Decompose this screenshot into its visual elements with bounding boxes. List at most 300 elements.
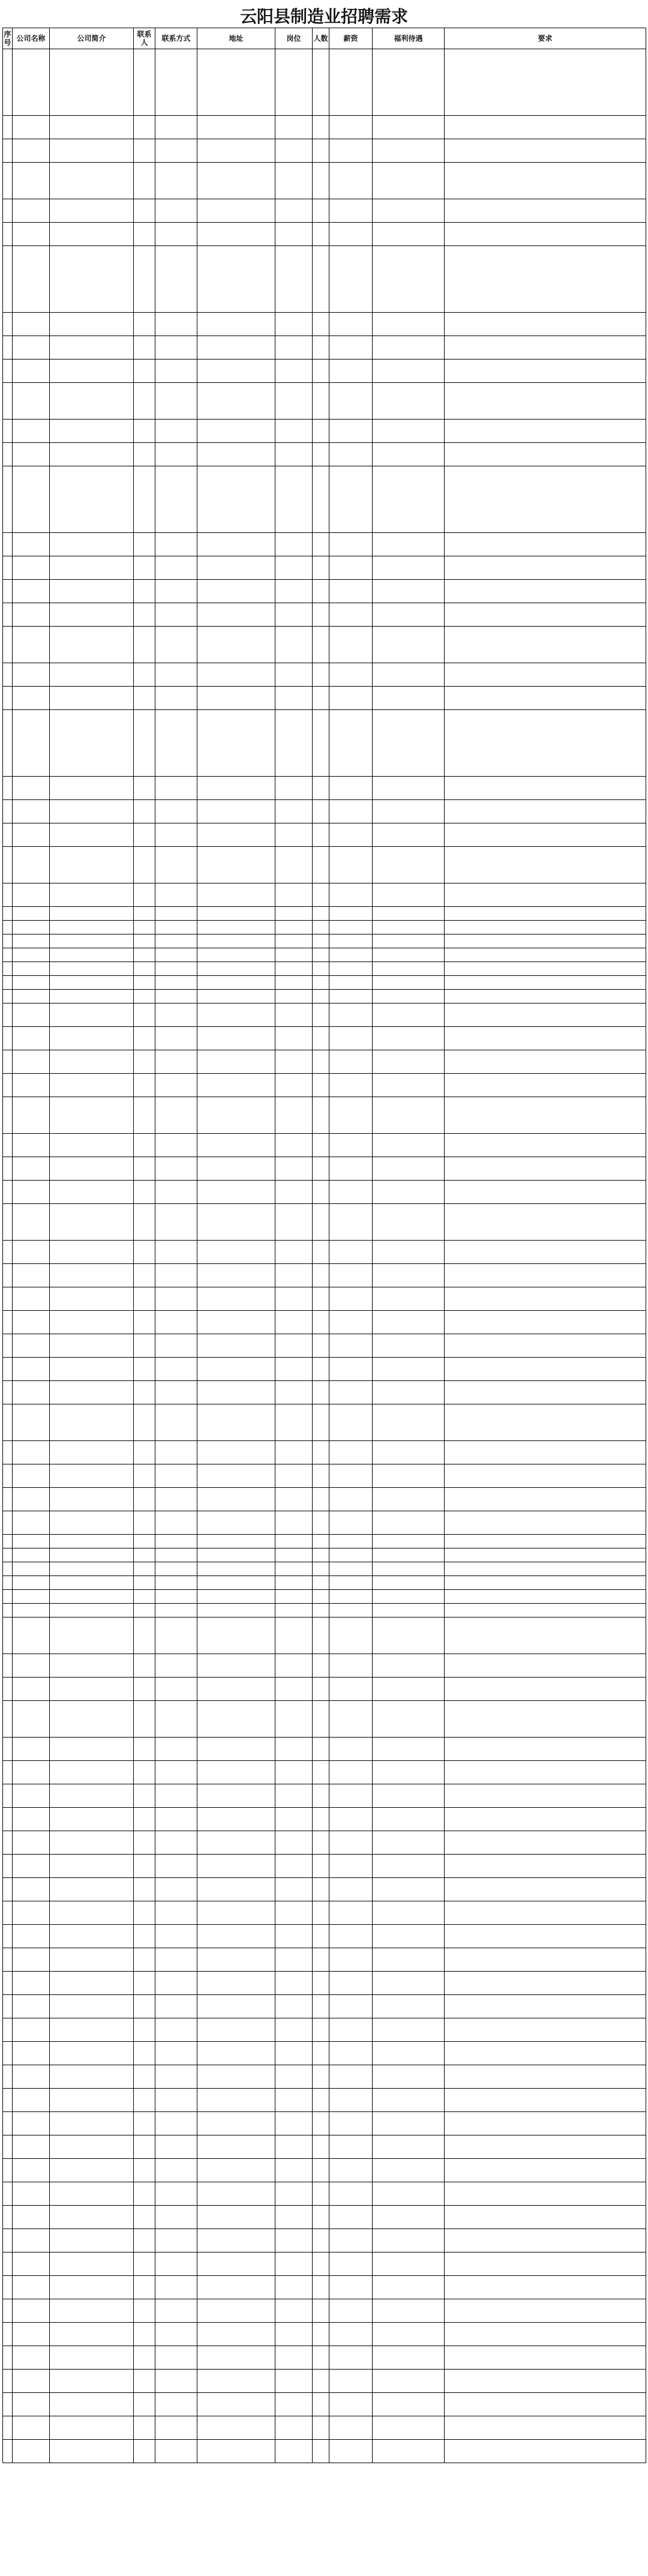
table-cell <box>3 627 13 663</box>
table-cell <box>445 2018 646 2042</box>
table-cell <box>134 1808 155 1831</box>
table-cell <box>3 420 13 443</box>
table-cell <box>50 2135 134 2159</box>
table-cell <box>313 1678 329 1701</box>
table-cell <box>275 1134 313 1157</box>
table-cell <box>313 1901 329 1925</box>
table-cell <box>50 1381 134 1404</box>
table-cell <box>313 1381 329 1404</box>
table-cell <box>275 934 313 948</box>
table-cell <box>313 1334 329 1358</box>
table-cell <box>50 1097 134 1134</box>
table-cell <box>197 466 275 533</box>
table-cell <box>155 1678 197 1701</box>
table-cell <box>445 1604 646 1618</box>
table-cell <box>50 1535 134 1548</box>
table-cell <box>197 2276 275 2299</box>
table-cell <box>13 1576 50 1590</box>
table-row <box>3 1097 646 1134</box>
table-cell <box>50 1134 134 1157</box>
table-cell <box>275 139 313 163</box>
table-cell <box>445 360 646 383</box>
table-cell <box>313 1287 329 1311</box>
table-cell <box>329 223 373 246</box>
table-cell <box>155 116 197 139</box>
table-cell <box>329 1678 373 1701</box>
table-cell <box>197 2252 275 2276</box>
header-cell: 公司简介 <box>50 28 134 49</box>
table-cell <box>313 1311 329 1334</box>
table-cell <box>445 883 646 907</box>
table-row <box>3 1948 646 1972</box>
table-cell <box>445 2416 646 2440</box>
table-row <box>3 663 646 687</box>
table-cell <box>275 1074 313 1097</box>
table-cell <box>155 2042 197 2065</box>
table-row <box>3 533 646 556</box>
table-row <box>3 1784 646 1808</box>
table-cell <box>3 1576 13 1590</box>
table-cell <box>313 1831 329 1855</box>
table-row <box>3 163 646 199</box>
table-cell <box>155 1808 197 1831</box>
table-cell <box>313 962 329 976</box>
table-cell <box>329 2440 373 2463</box>
table-row <box>3 1654 646 1678</box>
table-cell <box>197 1097 275 1134</box>
table-cell <box>373 1134 445 1157</box>
table-cell <box>313 1535 329 1548</box>
table-cell <box>134 1831 155 1855</box>
table-cell <box>197 2065 275 2089</box>
table-row <box>3 1678 646 1701</box>
table-cell <box>50 1004 134 1027</box>
table-cell <box>313 1590 329 1604</box>
table-cell <box>13 976 50 990</box>
table-cell <box>313 420 329 443</box>
table-cell <box>3 2065 13 2089</box>
table-cell <box>329 2346 373 2370</box>
table-cell <box>275 2323 313 2346</box>
table-cell <box>13 934 50 948</box>
table-cell <box>13 1157 50 1181</box>
table-cell <box>3 1855 13 1878</box>
table-cell <box>373 847 445 883</box>
table-cell <box>13 2042 50 2065</box>
table-cell <box>313 1134 329 1157</box>
table-cell <box>329 1488 373 1511</box>
table-cell <box>50 1590 134 1604</box>
table-cell <box>329 2229 373 2252</box>
table-cell <box>197 1701 275 1738</box>
table-cell <box>313 847 329 883</box>
table-cell <box>329 663 373 687</box>
table-cell <box>445 1995 646 2018</box>
table-cell <box>329 1287 373 1311</box>
table-cell <box>313 2346 329 2370</box>
table-cell <box>3 2416 13 2440</box>
table-row <box>3 800 646 823</box>
table-cell <box>313 2440 329 2463</box>
table-cell <box>134 1287 155 1311</box>
table-cell <box>373 556 445 580</box>
table-cell <box>155 1784 197 1808</box>
table-cell <box>275 580 313 603</box>
table-cell <box>50 1948 134 1972</box>
table-cell <box>3 2370 13 2393</box>
table-cell <box>3 603 13 627</box>
table-cell <box>275 1027 313 1050</box>
table-cell <box>329 2276 373 2299</box>
table-cell <box>275 1511 313 1535</box>
table-cell <box>134 2042 155 2065</box>
table-cell <box>373 2042 445 2065</box>
table-cell <box>13 2112 50 2135</box>
table-cell <box>13 2206 50 2229</box>
table-cell <box>155 1050 197 1074</box>
table-cell <box>329 2370 373 2393</box>
table-cell <box>50 1738 134 1761</box>
table-cell <box>197 1831 275 1855</box>
table-cell <box>197 1604 275 1618</box>
table-cell <box>373 466 445 533</box>
table-row <box>3 1181 646 1204</box>
table-cell <box>50 49 134 116</box>
table-cell <box>13 1535 50 1548</box>
table-cell <box>134 443 155 466</box>
table-cell <box>313 2112 329 2135</box>
table-cell <box>329 948 373 962</box>
table-cell <box>134 2159 155 2182</box>
table-cell <box>373 1831 445 1855</box>
table-cell <box>373 2346 445 2370</box>
table-cell <box>445 627 646 663</box>
table-cell <box>329 1535 373 1548</box>
table-cell <box>155 580 197 603</box>
table-cell <box>50 139 134 163</box>
table-cell <box>13 2416 50 2440</box>
table-row <box>3 1204 646 1241</box>
table-cell <box>373 2370 445 2393</box>
table-cell <box>134 580 155 603</box>
table-cell <box>197 1618 275 1654</box>
table-cell <box>13 1464 50 1488</box>
table-cell <box>373 2182 445 2206</box>
table-cell <box>13 1404 50 1441</box>
table-cell <box>13 313 50 336</box>
table-cell <box>275 1562 313 1576</box>
table-cell <box>373 2206 445 2229</box>
table-cell <box>155 976 197 990</box>
table-cell <box>313 934 329 948</box>
table-cell <box>373 383 445 420</box>
table-cell <box>13 2346 50 2370</box>
table-cell <box>50 1761 134 1784</box>
table-cell <box>373 603 445 627</box>
table-cell <box>13 1738 50 1761</box>
table-cell <box>313 556 329 580</box>
table-cell <box>3 49 13 116</box>
table-cell <box>50 420 134 443</box>
table-cell <box>50 1784 134 1808</box>
table-cell <box>275 556 313 580</box>
table-row <box>3 1995 646 2018</box>
table-cell <box>134 976 155 990</box>
table-cell <box>275 466 313 533</box>
table-row <box>3 2252 646 2276</box>
table-cell <box>329 1381 373 1404</box>
table-cell <box>445 934 646 948</box>
table-cell <box>50 1808 134 1831</box>
table-cell <box>313 1548 329 1562</box>
table-cell <box>197 2135 275 2159</box>
table-cell <box>50 948 134 962</box>
table-cell <box>313 1701 329 1738</box>
table-cell <box>373 223 445 246</box>
header-cell: 福利待遇 <box>373 28 445 49</box>
table-cell <box>373 1901 445 1925</box>
table-cell <box>155 1618 197 1654</box>
table-cell <box>197 627 275 663</box>
table-cell <box>445 556 646 580</box>
table-cell <box>313 687 329 710</box>
table-row <box>3 1808 646 1831</box>
table-cell <box>329 1784 373 1808</box>
table-cell <box>13 163 50 199</box>
table-cell <box>50 1241 134 1264</box>
table-cell <box>329 1511 373 1535</box>
table-cell <box>197 116 275 139</box>
table-cell <box>275 1855 313 1878</box>
table-cell <box>275 2299 313 2323</box>
table-cell <box>373 2252 445 2276</box>
table-cell <box>275 1701 313 1738</box>
table-cell <box>197 934 275 948</box>
table-cell <box>445 2042 646 2065</box>
table-row <box>3 907 646 921</box>
table-row <box>3 139 646 163</box>
table-cell <box>445 2346 646 2370</box>
table-cell <box>373 1441 445 1464</box>
table-cell <box>134 1701 155 1738</box>
table-cell <box>313 2135 329 2159</box>
table-cell <box>197 1855 275 1878</box>
table-cell <box>50 2299 134 2323</box>
table-cell <box>134 1535 155 1548</box>
table-cell <box>155 420 197 443</box>
header-cell: 联系方式 <box>155 28 197 49</box>
table-cell <box>275 1948 313 1972</box>
table-cell <box>445 2206 646 2229</box>
table-cell <box>329 800 373 823</box>
table-cell <box>50 627 134 663</box>
table-cell <box>50 533 134 556</box>
table-cell <box>13 466 50 533</box>
table-cell <box>155 1404 197 1441</box>
table-cell <box>50 443 134 466</box>
table-cell <box>329 847 373 883</box>
table-cell <box>13 2089 50 2112</box>
table-cell <box>329 1855 373 1878</box>
table-cell <box>197 2416 275 2440</box>
table-row <box>3 687 646 710</box>
table-row <box>3 921 646 934</box>
table-cell <box>373 962 445 976</box>
table-cell <box>373 2440 445 2463</box>
table-cell <box>3 383 13 420</box>
table-cell <box>134 383 155 420</box>
table-cell <box>275 1808 313 1831</box>
table-cell <box>134 1097 155 1134</box>
table-row <box>3 2089 646 2112</box>
table-cell <box>445 1358 646 1381</box>
table-cell <box>275 2393 313 2416</box>
table-cell <box>197 533 275 556</box>
table-cell <box>373 1464 445 1488</box>
table-cell <box>13 1604 50 1618</box>
table-row <box>3 1311 646 1334</box>
table-cell <box>50 2042 134 2065</box>
header-cell: 地址 <box>197 28 275 49</box>
table-cell <box>373 2276 445 2299</box>
table-cell <box>329 199 373 223</box>
table-cell <box>134 921 155 934</box>
table-cell <box>373 1784 445 1808</box>
table-cell <box>329 1097 373 1134</box>
table-cell <box>50 847 134 883</box>
table-cell <box>197 1074 275 1097</box>
table-cell <box>155 199 197 223</box>
table-cell <box>329 1576 373 1590</box>
table-cell <box>445 2440 646 2463</box>
table-cell <box>197 1204 275 1241</box>
table-cell <box>3 556 13 580</box>
table-cell <box>13 990 50 1004</box>
table-cell <box>134 1878 155 1901</box>
table-cell <box>13 1784 50 1808</box>
table-cell <box>13 556 50 580</box>
table-cell <box>313 1972 329 1995</box>
table-cell <box>197 2018 275 2042</box>
table-cell <box>373 420 445 443</box>
table-row <box>3 2440 646 2463</box>
table-cell <box>275 1654 313 1678</box>
table-cell <box>134 1181 155 1204</box>
table-cell <box>445 1738 646 1761</box>
table-cell <box>197 1548 275 1562</box>
table-cell <box>275 1050 313 1074</box>
table-cell <box>373 443 445 466</box>
table-cell <box>155 139 197 163</box>
recruitment-table <box>2 28 646 2463</box>
table-cell <box>197 199 275 223</box>
table-cell <box>197 223 275 246</box>
table-cell <box>329 976 373 990</box>
table-row <box>3 1576 646 1590</box>
table-cell <box>373 533 445 556</box>
table-cell <box>155 1358 197 1381</box>
table-cell <box>275 823 313 847</box>
table-cell <box>373 2323 445 2346</box>
table-cell <box>329 1004 373 1027</box>
table-cell <box>13 2299 50 2323</box>
table-cell <box>373 663 445 687</box>
table-cell <box>445 2323 646 2346</box>
table-cell <box>445 580 646 603</box>
table-cell <box>155 1761 197 1784</box>
table-cell <box>445 1948 646 1972</box>
table-cell <box>155 1590 197 1604</box>
table-cell <box>50 777 134 800</box>
table-cell <box>134 2346 155 2370</box>
table-cell <box>3 2089 13 2112</box>
table-cell <box>50 1618 134 1654</box>
table-cell <box>275 2370 313 2393</box>
table-cell <box>275 663 313 687</box>
table-cell <box>50 313 134 336</box>
table-cell <box>313 1654 329 1678</box>
table-cell <box>275 1181 313 1204</box>
table-row <box>3 823 646 847</box>
table-cell <box>329 1181 373 1204</box>
table-cell <box>134 313 155 336</box>
table-cell <box>197 1784 275 1808</box>
table-row <box>3 1901 646 1925</box>
table-row <box>3 2206 646 2229</box>
table-cell <box>134 163 155 199</box>
table-cell <box>445 1134 646 1157</box>
table-cell <box>373 1808 445 1831</box>
table-cell <box>313 223 329 246</box>
table-cell <box>134 1050 155 1074</box>
table-cell <box>197 1878 275 1901</box>
table-cell <box>155 223 197 246</box>
table-cell <box>329 687 373 710</box>
table-cell <box>445 1334 646 1358</box>
table-cell <box>373 1264 445 1287</box>
table-cell <box>445 907 646 921</box>
table-cell <box>197 1157 275 1181</box>
table-cell <box>373 990 445 1004</box>
table-cell <box>13 246 50 313</box>
table-cell <box>313 2159 329 2182</box>
table-cell <box>3 934 13 948</box>
table-cell <box>50 1901 134 1925</box>
table-cell <box>155 2135 197 2159</box>
table-cell <box>50 2276 134 2299</box>
table-row <box>3 2018 646 2042</box>
table-cell <box>134 2206 155 2229</box>
table-cell <box>445 2065 646 2089</box>
table-cell <box>197 800 275 823</box>
table-row <box>3 556 646 580</box>
table-cell <box>197 2440 275 2463</box>
table-cell <box>275 2089 313 2112</box>
table-cell <box>197 49 275 116</box>
table-cell <box>155 533 197 556</box>
table-cell <box>50 962 134 976</box>
table-cell <box>3 2252 13 2276</box>
table-cell <box>13 1855 50 1878</box>
table-cell <box>50 580 134 603</box>
table-cell <box>197 1027 275 1050</box>
table-cell <box>155 934 197 948</box>
table-cell <box>329 1808 373 1831</box>
table-cell <box>13 2135 50 2159</box>
table-cell <box>155 603 197 627</box>
table-cell <box>197 313 275 336</box>
table-cell <box>3 921 13 934</box>
